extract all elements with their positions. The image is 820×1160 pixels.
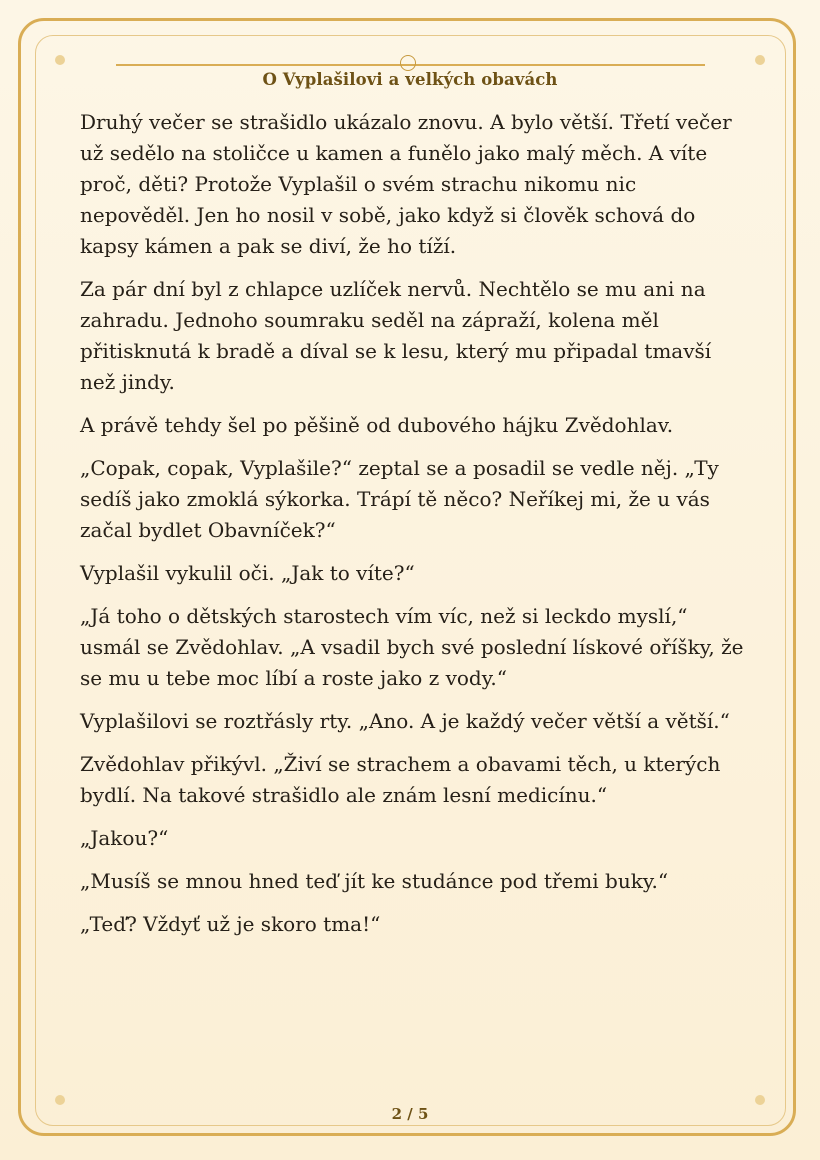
story-paragraph-10: „Musíš se mnou hned teď jít ke studánce pod třemi buky.“ [80,869,669,893]
page-title: O Vyplašilovi a velkých obavách [262,70,558,89]
corner-dot-top-left [55,55,65,65]
story-paragraph-3: A právě tehdy šel po pěšině od dubového hájku Zvědohlav. [80,413,674,437]
corner-dot-top-right [755,55,765,65]
corner-dot-bottom-right [755,1095,765,1105]
page-number: 2 / 5 [391,1105,429,1123]
story-paragraph-1: Druhý večer se strašidlo ukázalo znovu. A bylo větší. Třetí večer už sedělo na stoličce u kamen a funělo jako malý měch. A víte proč, děti? Protože Vyplašil o svém strachu nikomu nic nepověděl. Jen ho nosil v sobě, jako když si člověk schová do kapsy kámen a pak se diví, že ho tíží. [80,110,732,258]
story-paragraph-2: Za pár dní byl z chlapce uzlíček nervů. Nechtělo se mu ani na zahradu. Jednoho soumraku seděl na zápraží, kolena měl přitisknutá k bradě a díval se k lesu, který mu připadal tmavší než jindy. [80,277,712,394]
story-paragraph-7: Vyplašilovi se roztřásly rty. „Ano. A je každý večer větší a větší.“ [80,709,730,733]
story-paragraph-6: „Já toho o dětských starostech vím víc, než si leckdo myslí,“ usmál se Zvědohlav. „A vsadil bych své poslední lískové oříšky, že se mu u tebe moc líbí a roste jako z vody.“ [80,604,744,690]
story-paragraph-8: Zvědohlav přikývl. „Živí se strachem a obavami těch, u kterých bydlí. Na takové strašidlo ale znám lesní medicínu.“ [80,752,721,807]
story-text [80,107,744,952]
header-ornament-circle [400,55,416,71]
story-paragraph-4: „Copak, copak, Vyplašile?“ zeptal se a posadil se vedle něj. „Ty sedíš jako zmoklá sýkorka. Trápí tě něco? Neříkej mi, že u vás začal bydlet Obavníček?“ [80,456,719,542]
story-paragraph-9: „Jakou?“ [80,826,169,850]
story-paragraph-5: Vyplašil vykulil oči. „Jak to víte?“ [80,561,415,585]
story-paragraph-11: „Teď? Vždyť už je skoro tma!“ [80,912,381,936]
corner-dot-bottom-left [55,1095,65,1105]
